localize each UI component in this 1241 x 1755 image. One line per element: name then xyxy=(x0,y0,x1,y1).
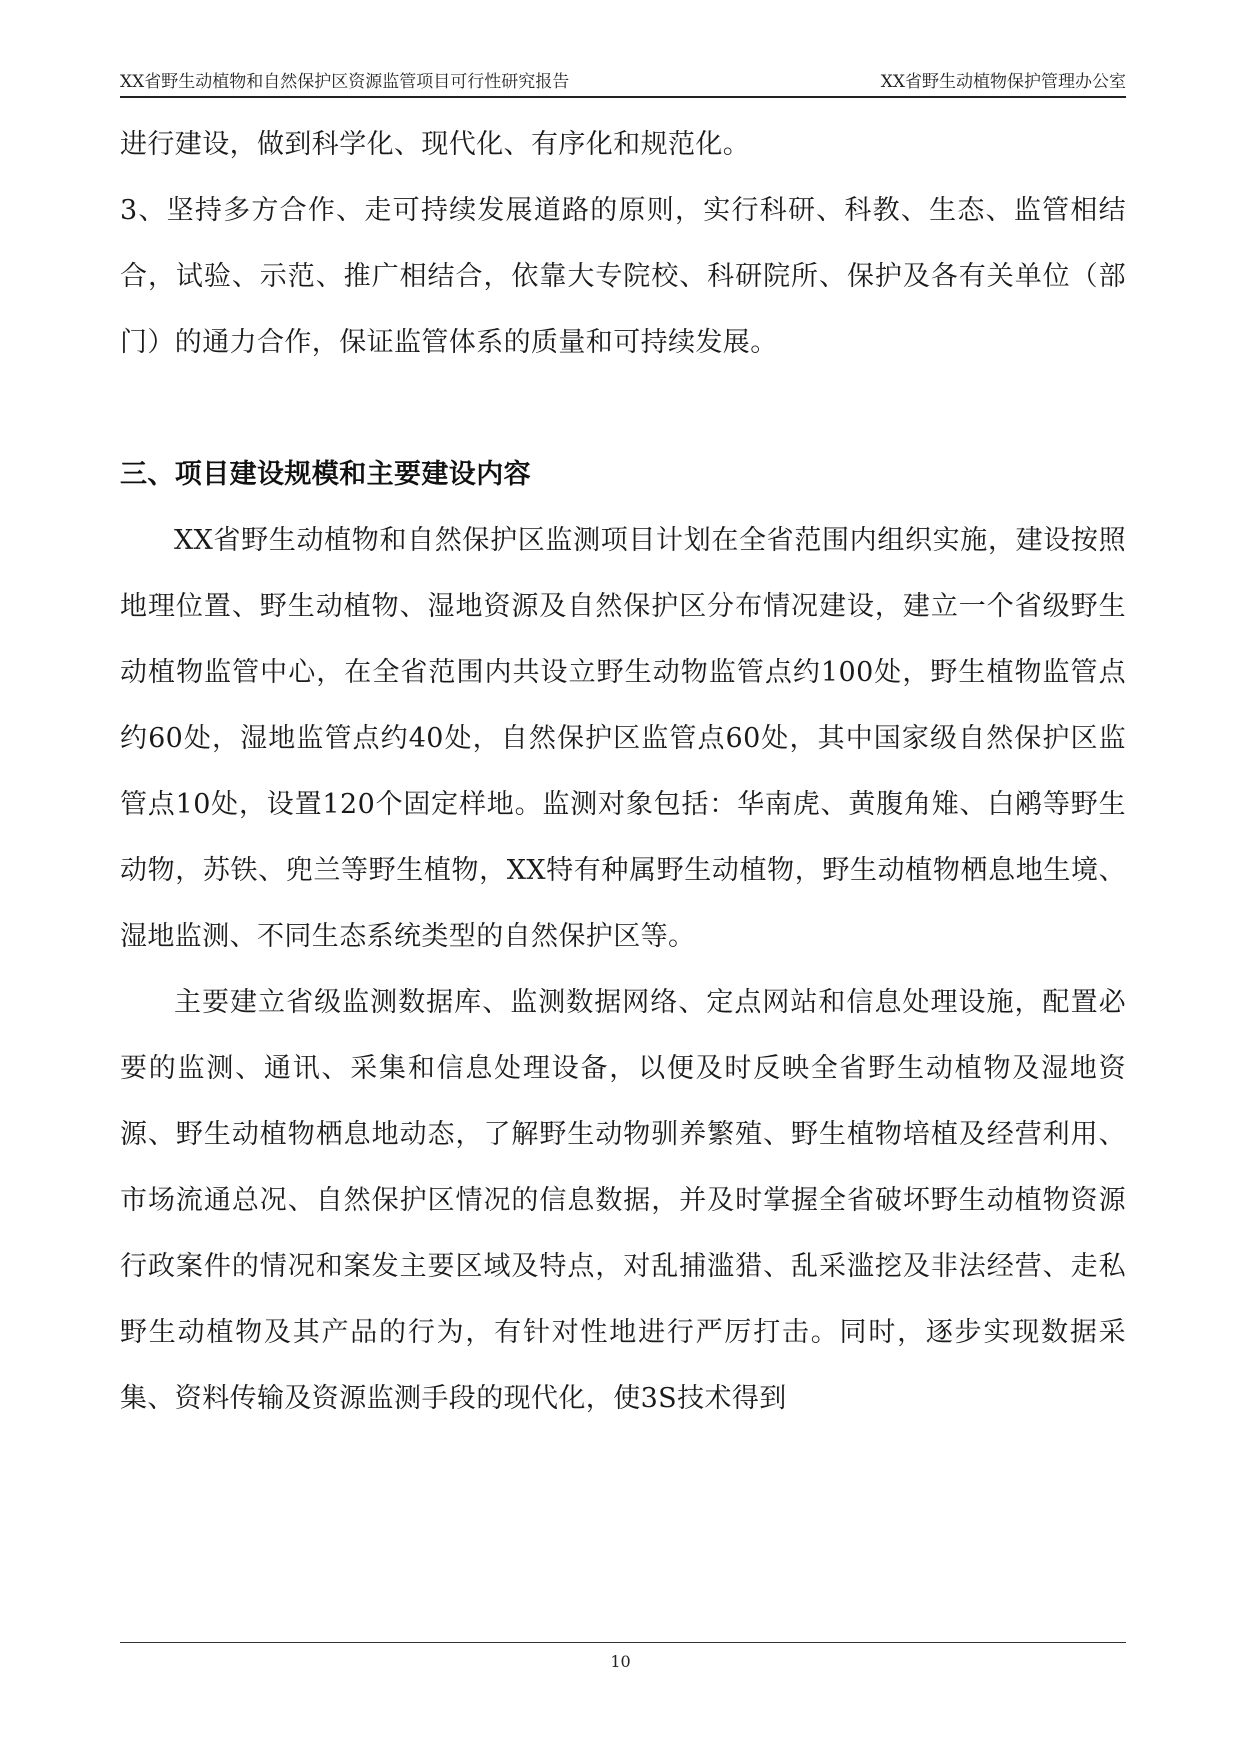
paragraph-project-scope: XX省野生动植物和自然保护区监测项目计划在全省范围内组织实施，建设按照地理位置、野生动植物、湿地资源及自然保护区分布情况建设，建立一个省级野生动植物监管中心，在全省范围内共设立野生动物监管点约100处，野生植物监管点约60处，湿地监管点约40处，自然保护区监管点60处，其中国家级自然保护区监管点10处，设置120个固定样地。监测对象包括：华南虎、黄腹角雉、白鹇等野生动物，苏铁、兜兰等野生植物，XX特有种属野生动植物，野生动植物栖息地生境、湿地监测、不同生态系统类型的自然保护区等。 xyxy=(120,525,1126,952)
paragraph-principle-3: 3、坚持多方合作、走可持续发展道路的原则，实行科研、科教、生态、监管相结合，试验、示范、推广相结合，依靠大专院校、科研院所、保护及各有关单位（部门）的通力合作，保证监管体系的质量和可持续发展。 xyxy=(120,195,1126,358)
header-report-title: XX省野生动植物和自然保护区资源监管项目可行性研究报告 xyxy=(120,72,570,92)
page-number: 10 xyxy=(610,1652,631,1671)
page-header xyxy=(120,68,1126,98)
header-organization: XX省野生动植物保护管理办公室 xyxy=(880,72,1126,92)
paragraph-continuation: 进行建设，做到科学化、现代化、有序化和规范化。 xyxy=(120,129,751,160)
footer-divider xyxy=(120,1642,1126,1643)
section-heading: 三、项目建设规模和主要建设内容 xyxy=(120,459,531,490)
section-spacer xyxy=(120,376,1126,442)
paragraph-main-content: 主要建立省级监测数据库、监测数据网络、定点网站和信息处理设施，配置必要的监测、通讯、采集和信息处理设备，以便及时反映全省野生动植物及湿地资源、野生动植物栖息地动态，了解野生动物驯养繁殖、野生植物培植及经营利用、市场流通总况、自然保护区情况的信息数据，并及时掌握全省破坏野生动植物资源行政案件的情况和案发主要区域及特点，对乱捕滥猎、乱采滥挖及非法经营、走私野生动植物及其产品的行为，有针对性地进行严厉打击。同时，逐步实现数据采集、资料传输及资源监测手段的现代化，使3S技术得到 xyxy=(120,987,1126,1414)
document-body xyxy=(120,112,1126,1432)
